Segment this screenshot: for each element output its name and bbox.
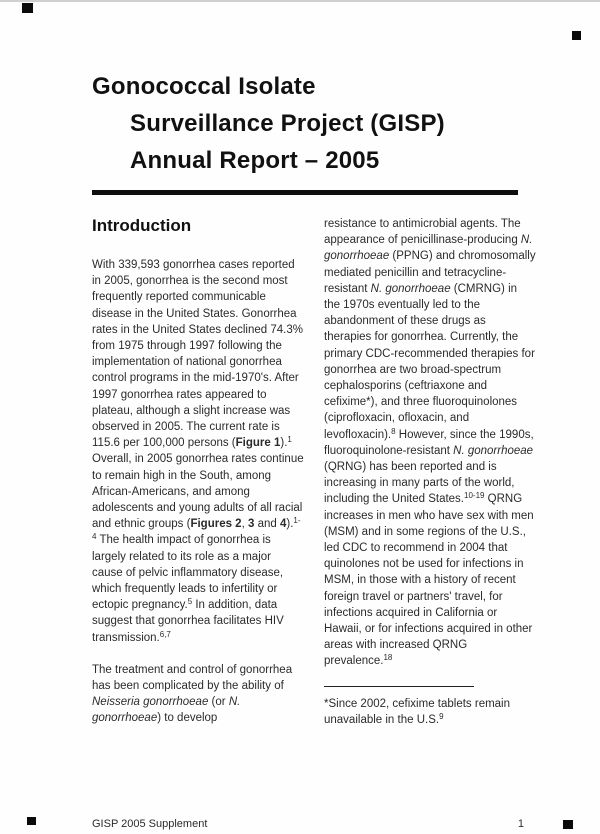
page-footer (92, 818, 524, 830)
report-title-line2: Surveillance Project (GISP) (130, 110, 445, 137)
introduction-heading: Introduction (92, 216, 192, 235)
report-title-line1: Gonococcal Isolate (92, 73, 316, 100)
footnote-divider-rule (324, 686, 474, 687)
registration-mark-bottom-right (563, 820, 573, 829)
left-column (92, 216, 304, 743)
footer-document-label: GISP 2005 Supplement (92, 818, 208, 830)
scan-edge (0, 0, 600, 2)
registration-mark-top-right (572, 31, 581, 40)
footer-page-number: 1 (517, 818, 524, 830)
body-columns (92, 216, 536, 743)
intro-paragraph-2: The treatment and control of gonorrhea has been complicated by the ability of Neisseria gonorrhoeae (or N. gonorrhoeae) to develop (92, 663, 293, 725)
registration-mark-bottom-left (27, 817, 36, 825)
intro-paragraph-1: With 339,593 gonorrhea cases reported in 2005, gonorrhea is the second most frequently reported communicable disease in the United States. Gonorrhea rates in the United States declined 74.3% from 1975 through 1997 following the implementation of national gonorrhea control programs in the mid-1970's. After 1997 gonorrhea rates appeared to plateau, although a slight increase was observed in 2005. The current rate is 115.6 per 100,000 persons (Figure 1).$^1$ Overall, in 2005 gonorrhea rates continue to remain high in the South, among African-Americans, and among adolescents and young adults of all racial and ethnic groups (Figures 2, 3 and 4).$^{1-4}$ The health impact of gonorrhea is largely related to its role as a major cause of pelvic inflammatory disease, which frequently leads to infertility or ectopic pregnancy.$^5$ In addition, data suggest that gonorrhea facilitates HIV transmission.$^{6,7}$ (92, 259, 304, 644)
report-title (92, 68, 532, 179)
footnote-text: *Since 2002, cefixime tablets remain unavailable in the U.S.$^9$ (324, 697, 511, 726)
registration-mark-top-left (22, 3, 33, 13)
report-title-line3: Annual Report – 2005 (130, 147, 380, 174)
title-divider-rule (92, 190, 518, 195)
right-column (324, 216, 536, 728)
intro-paragraph-3: resistance to antimicrobial agents. The appearance of penicillinase-producing N. gonorrhoeae (PPNG) and chromosomally mediated penicillin and tetracycline-resistant N. gonorrhoeae (CMRNG) in the 1970s eventually led to the abandonment of these drugs as therapies for gonorrhea. Currently, the primary CDC-recommended therapies for gonorrhea are two broad-spectrum cephalosporins (ceftriaxone and cefixime*), and three fluoroquinolones (ciprofloxacin, ofloxacin, and levofloxacin).$^8$ However, since the 1990s, fluoroquinolone-resistant N. gonorrhoeae (QRNG) has been reported and is increasing in many parts of the world, including the United States.$^{10-19}$ QRNG increases in men who have sex with men (MSM) and in some regions of the U.S., led CDC to recommend in 2004 that quinolones not be used for infections in MSM, in those with a history of recent foreign travel or partners' travel, for infections acquired in California or Hawaii, or for infections acquired in other areas with increased QRNG prevalence.$^{18}$ (324, 218, 536, 668)
